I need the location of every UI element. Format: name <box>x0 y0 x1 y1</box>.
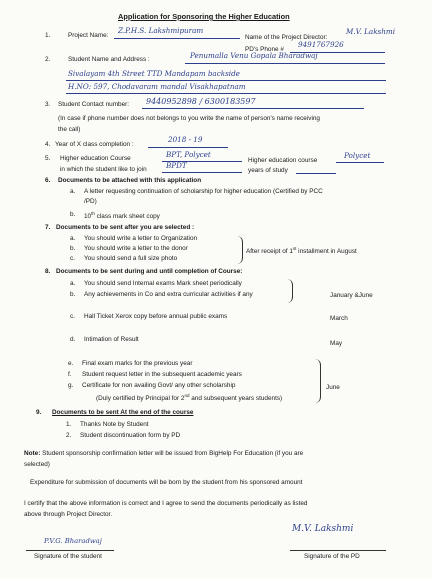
list-item: You should write a letter to Organization <box>84 235 198 242</box>
expenditure-note: Expenditure for submission of documents will be born by the student from his sponsored amount <box>30 479 303 486</box>
section-heading: Documents to be sent after you are selected : <box>56 224 195 231</box>
list-item-cont: /PD) <box>84 198 97 205</box>
course-label: Higher education Course <box>60 155 131 162</box>
item-number: 5. <box>45 155 51 162</box>
list-item: You should write a letter to the donor <box>84 245 188 252</box>
pd-name-label: Name of the Project Director: <box>245 34 328 41</box>
x-class-value: 2018 - 19 <box>168 135 203 144</box>
list-item: Intimation of Result <box>84 336 139 343</box>
item-number: 1. <box>45 32 51 39</box>
list-marker: a. <box>70 280 76 287</box>
fill-line <box>185 63 385 64</box>
course-value-2: BPDT <box>166 161 187 170</box>
list-marker: f. <box>68 371 72 378</box>
list-item: Hall Ticket Xerox copy before annual public exams <box>84 313 228 320</box>
pd-phone-label: PD's Phone # <box>245 46 284 53</box>
signature-line <box>290 550 386 551</box>
note: Note: Student sponsorship confirmation letter will be issued from BigHelp For Education (if you are <box>24 450 304 457</box>
list-marker: g. <box>68 382 74 389</box>
item-number: 7. <box>45 224 51 231</box>
fill-line <box>142 108 364 109</box>
course-right-label: Higher education course <box>248 157 318 164</box>
years-of-study-label: years of study <box>248 167 288 174</box>
list-marker: c. <box>70 255 75 262</box>
item-number: 9. <box>36 409 42 416</box>
list-marker: e. <box>68 360 74 367</box>
list-marker: c. <box>70 313 75 320</box>
section-heading: Documents to be attached with this application <box>58 177 202 184</box>
certification: I certify that the above information is correct and I agree to send the documents periodically as listed <box>24 500 308 507</box>
fill-line <box>66 93 386 94</box>
address-line-1: Sivalayam 4th Street TTD Mandapam backside <box>68 69 240 78</box>
address-line-2: H.NO: 597, Chodavaram mandal Visakhapatnam <box>68 82 246 91</box>
fill-line <box>148 147 228 148</box>
list-marker: b. <box>70 291 76 298</box>
project-name-label: Project Name: <box>68 32 109 39</box>
item-number: 4. <box>45 141 51 148</box>
contact-note: (In case if phone number does not belongs to you write the name of person's name receiving <box>58 115 320 122</box>
item-number: 3. <box>45 101 51 108</box>
list-item: You should send a full size photo <box>84 255 178 262</box>
page-title: Application for Sponsoring the Higher Education <box>118 12 290 21</box>
item-number: 6. <box>45 177 51 184</box>
item-number: 2. <box>45 56 51 63</box>
student-signature-label: Signature of the student <box>34 553 102 560</box>
list-item: Student request letter in the subsequent academic years <box>82 371 242 378</box>
contact-note-cont: the call) <box>58 126 81 133</box>
course-label-2: in which the student like to join <box>60 166 147 173</box>
timing-label: January &June <box>330 292 373 299</box>
timing-label: June <box>326 384 340 391</box>
list-marker: d. <box>70 336 76 343</box>
fill-line <box>336 162 384 163</box>
certification-cont: above through Project Director. <box>24 511 113 518</box>
brace <box>286 279 293 303</box>
timing-label: May <box>330 340 343 347</box>
pd-phone-value: 9491767926 <box>298 40 344 49</box>
student-name-value: Penumalla Venu Gopala Bharadwaj <box>190 51 318 60</box>
fill-line <box>296 173 336 174</box>
list-item: Thanks Note by Student <box>80 421 149 428</box>
list-marker: 1. <box>66 421 72 428</box>
list-marker: a. <box>70 235 76 242</box>
fill-line <box>114 38 240 39</box>
student-signature: P.V.G. Bharadwaj <box>44 537 102 545</box>
list-item: Certificate for non availing Govt/ any other scholarship <box>82 382 236 389</box>
contact-value: 9440952898 / 6300183597 <box>146 97 256 106</box>
list-marker: b. <box>70 211 76 218</box>
pd-name-value: M.V. Lakshmi <box>346 27 395 36</box>
section-heading: Documents to be sent during and until completion of Course: <box>56 268 243 275</box>
list-item: Student discontinuation form by PD <box>80 432 181 439</box>
note-cont: selected) <box>24 461 50 468</box>
pd-signature: M.V. Lakshmi <box>292 524 354 534</box>
course-value: BPT, Polycet <box>166 150 211 159</box>
item-number: 8. <box>45 268 51 275</box>
fill-line <box>66 80 386 81</box>
list-item: Final exam marks for the previous year <box>82 360 193 367</box>
timing-note: After receipt of 1st installment in August <box>246 246 357 256</box>
section-heading: Documents to be sent At the end of the course <box>52 409 194 416</box>
list-item: You should send Internal exams Mark sheet periodically <box>84 280 242 287</box>
list-marker: b. <box>70 245 76 252</box>
course-right-value: Polycet <box>344 151 371 160</box>
brace <box>314 359 321 403</box>
list-item: 10th class mark sheet copy <box>84 211 160 221</box>
list-item-cont: (Duly certified by Principal for 2nd and subsequent years students) <box>96 393 283 403</box>
x-class-label: Year of X class completion : <box>55 141 134 148</box>
fill-line <box>162 172 242 173</box>
list-marker: a. <box>70 188 76 195</box>
list-marker: 2. <box>66 432 72 439</box>
student-address-label: Student Name and Address : <box>68 56 150 63</box>
list-item: Any achievements in Co and extra curricular activities if any <box>84 291 253 298</box>
timing-label: March <box>330 315 348 322</box>
brace <box>236 236 243 264</box>
project-name-value: Z.P.H.S. Lakshmipuram <box>118 26 204 35</box>
list-item: A letter requesting continuation of scholarship for higher education (Certified by PCC <box>84 188 323 195</box>
pd-signature-label: Signature of the PD <box>304 553 360 560</box>
contact-label: Student Contact number: <box>58 101 130 108</box>
signature-line <box>26 550 114 551</box>
